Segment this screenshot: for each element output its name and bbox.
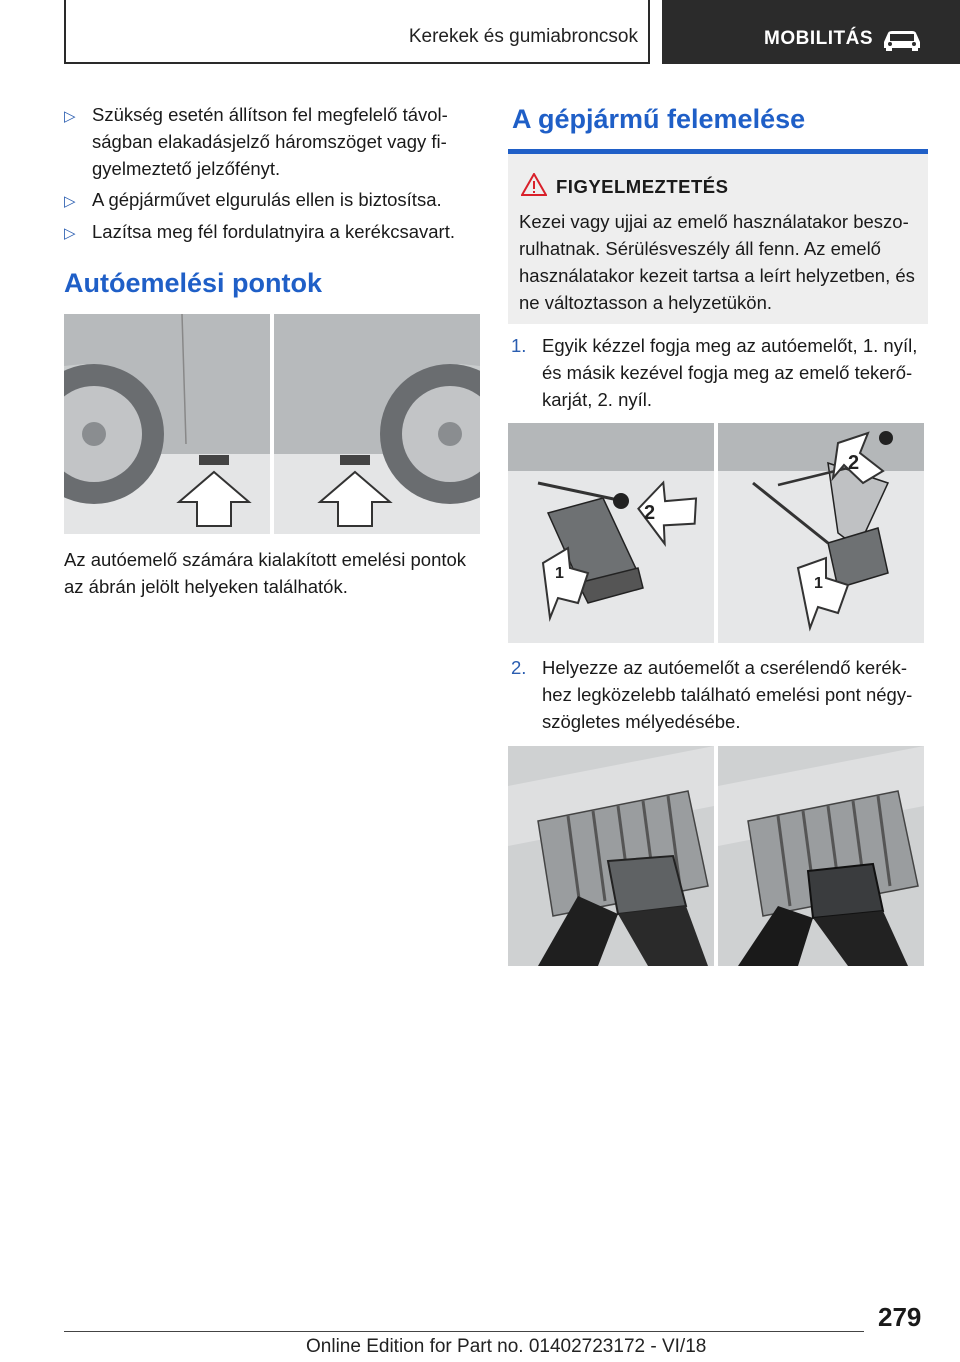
step-number: 1.	[511, 335, 527, 356]
warning-title: FIGYELMEZTETÉS	[556, 176, 729, 197]
bullet-item: ▷ A gépjárművet elgurulás ellen is biztosítsa.	[64, 186, 474, 213]
bullet-item: ▷ Lazítsa meg fél fordulatnyira a kerékcsavart.	[64, 218, 474, 245]
arrow-label-2: 2	[848, 452, 860, 474]
bullet-triangle-icon: ▷	[64, 193, 76, 210]
bullet-triangle-icon: ▷	[64, 225, 76, 242]
arrow-label-1: 1	[814, 575, 823, 592]
footer-divider	[64, 1331, 864, 1332]
step-item	[511, 654, 926, 735]
footer-edition: Online Edition for Part no. 01402723172 - VI/18	[306, 1336, 707, 1357]
section-heading-raising-vehicle: A gépjármű felemelése	[512, 104, 806, 134]
car-icon	[880, 28, 924, 52]
figure-caption: Az autóemelő számára kialakított emelési pontok az ábrán jelölt helyeken találhatók.	[64, 549, 467, 597]
step-number: 2.	[511, 657, 527, 678]
section-heading-lifting-points: Autóemelési pontok	[64, 268, 323, 298]
jack-placement-figure	[508, 746, 924, 966]
page-number: 279	[878, 1302, 922, 1332]
arrow-label-2: 2	[644, 502, 656, 524]
step-text: Helyezze az autóemelőt a cserélendő kerékhez legközelebb található emelési pont négyszögletes mélyedésébe.	[542, 657, 913, 732]
warning-box	[508, 149, 928, 324]
lifting-points-figure	[64, 314, 480, 534]
warning-triangle-icon	[521, 173, 547, 196]
jack-handling-figure	[508, 423, 924, 643]
chapter-title: Kerekek és gumiabroncsok	[408, 26, 638, 47]
bullet-item: ▷ Szükség esetén állítson fel megfelelő távolságban elakadásjelző háromszöget vagy figyelmeztető jelzőfényt.	[64, 104, 448, 179]
section-label: MOBILITÁS	[764, 28, 873, 49]
bullet-triangle-icon: ▷	[64, 108, 76, 125]
step-item	[511, 332, 926, 413]
warning-text: Kezei vagy ujjai az emelő használatakor beszorulhatnak. Sérülésveszély áll fenn. Az emelő használatakor kezeit tartsa a leírt helyzetben, és ne változtasson a helyzetükön.	[519, 211, 915, 313]
step-text: Egyik kézzel fogja meg az autóemelőt, 1. nyíl, és másik kezével fogja meg az emelő tekerőkarját, 2. nyíl.	[542, 335, 918, 410]
arrow-label-1: 1	[555, 565, 564, 582]
